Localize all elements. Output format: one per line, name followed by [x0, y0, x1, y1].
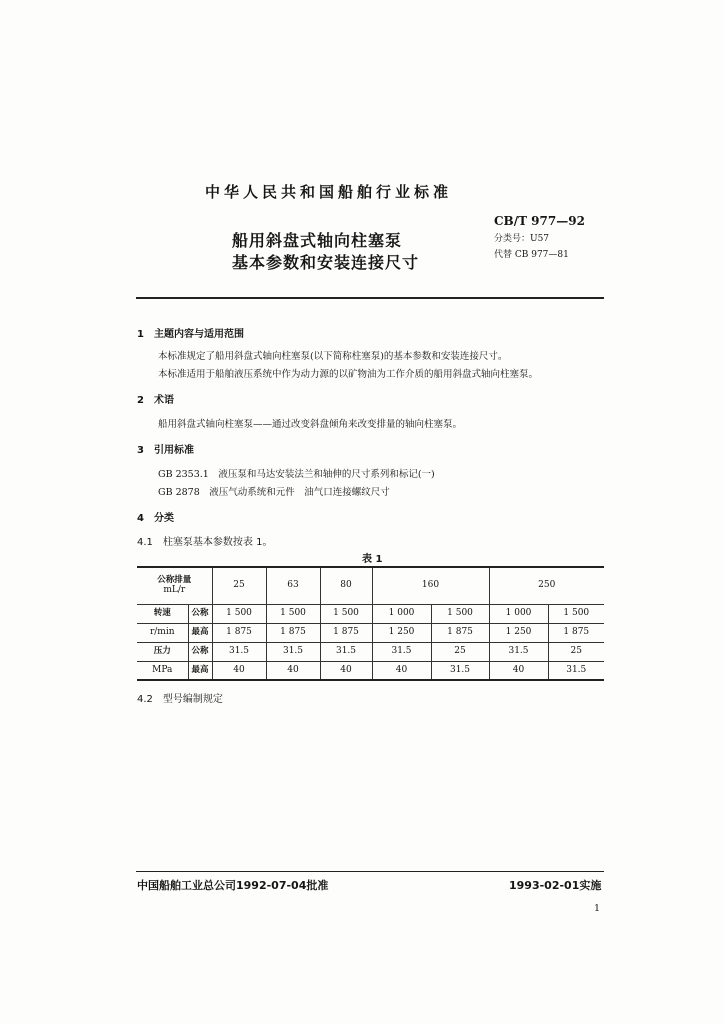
- speed-nominal-label: 公称: [188, 604, 212, 623]
- footer-rule: [136, 871, 604, 872]
- section-2-heading: 2 术语: [137, 395, 174, 406]
- standard-code: CB/T 977—92: [494, 214, 585, 228]
- displacement-unit: mL/r: [163, 585, 186, 596]
- section-4-heading: 4 分类: [137, 513, 174, 524]
- pressure-max-cell: 40: [320, 661, 372, 680]
- approval-note: 中国船舶工业总公司1992-07-04批准: [137, 879, 329, 892]
- displacement-cell: 80: [320, 567, 372, 604]
- speed-max-cell: 1 250: [372, 623, 431, 642]
- displacement-cell: 250: [489, 567, 604, 604]
- speed-max-cell: 1 875: [212, 623, 266, 642]
- standard-name: 中华人民共和国船舶行业标准: [205, 183, 453, 201]
- pressure-label: 压力: [137, 642, 188, 661]
- displacement-cell: 160: [372, 567, 489, 604]
- pressure-max-label: 最高: [188, 661, 212, 680]
- section-1-paragraph-2: 本标准适用于船舶液压系统中作为动力源的以矿物油为工作介质的船用斜盘式轴向柱塞泵。: [158, 369, 539, 380]
- section-4-1: 4.1 柱塞泵基本参数按表 1。: [137, 537, 273, 548]
- displacement-cell: 63: [266, 567, 320, 604]
- speed-max-label: 最高: [188, 623, 212, 642]
- speed-nominal-cell: 1 500: [266, 604, 320, 623]
- classification-number: 分类号：U57: [494, 234, 550, 244]
- speed-max-cell: 1 250: [489, 623, 548, 642]
- pressure-nominal-cell: 31.5: [212, 642, 266, 661]
- speed-nominal-cell: 1 500: [212, 604, 266, 623]
- pressure-nominal-cell: 25: [548, 642, 604, 661]
- speed-max-cell: 1 875: [548, 623, 604, 642]
- displacement-cell: 25: [212, 567, 266, 604]
- speed-max-cell: 1 875: [431, 623, 489, 642]
- document-title-line2: 基本参数和安装连接尺寸: [232, 253, 420, 272]
- page-number: 1: [594, 903, 601, 914]
- speed-nominal-cell: 1 500: [320, 604, 372, 623]
- reference-gb2353: GB 2353.1 液压泵和马达安装法兰和轴伸的尺寸系列和标记(一): [158, 469, 435, 480]
- section-1-paragraph-1: 本标准规定了船用斜盘式轴向柱塞泵(以下简称柱塞泵)的基本参数和安装连接尺寸。: [158, 351, 508, 362]
- pressure-max-cell: 31.5: [431, 661, 489, 680]
- displacement-label: 公称排量: [157, 575, 192, 586]
- speed-label: 转速: [137, 604, 188, 623]
- displacement-header-cell: [137, 567, 212, 604]
- table-caption: 表 1: [362, 554, 383, 565]
- pressure-max-cell: 40: [266, 661, 320, 680]
- pressure-max-cell: 40: [212, 661, 266, 680]
- reference-gb2878: GB 2878 液压气动系统和元件 油气口连接螺纹尺寸: [158, 487, 390, 498]
- pressure-unit: MPa: [137, 661, 188, 680]
- speed-max-cell: 1 875: [320, 623, 372, 642]
- pressure-max-cell: 40: [372, 661, 431, 680]
- speed-nominal-cell: 1 000: [489, 604, 548, 623]
- pressure-max-cell: 31.5: [548, 661, 604, 680]
- section-1-heading: 1 主题内容与适用范围: [137, 329, 244, 340]
- header-rule: [136, 297, 604, 299]
- effective-date: 1993-02-01实施: [509, 879, 602, 892]
- speed-nominal-cell: 1 500: [431, 604, 489, 623]
- speed-nominal-cell: 1 500: [548, 604, 604, 623]
- speed-nominal-cell: 1 000: [372, 604, 431, 623]
- pressure-nominal-cell: 25: [431, 642, 489, 661]
- section-3-heading: 3 引用标准: [137, 445, 194, 456]
- pressure-nominal-cell: 31.5: [372, 642, 431, 661]
- pressure-max-cell: 40: [489, 661, 548, 680]
- pressure-nominal-cell: 31.5: [266, 642, 320, 661]
- section-4-2: 4.2 型号编制规定: [137, 694, 223, 705]
- section-2-paragraph: 船用斜盘式轴向柱塞泵——通过改变斜盘倾角来改变排量的轴向柱塞泵。: [158, 419, 463, 430]
- pressure-nominal-cell: 31.5: [489, 642, 548, 661]
- speed-unit: r/min: [137, 623, 188, 642]
- parameter-table: [137, 566, 604, 681]
- speed-max-cell: 1 875: [266, 623, 320, 642]
- pressure-nominal-cell: 31.5: [320, 642, 372, 661]
- replaces-standard: 代替 CB 977—81: [494, 250, 569, 260]
- document-title-line1: 船用斜盘式轴向柱塞泵: [232, 231, 403, 250]
- pressure-nominal-label: 公称: [188, 642, 212, 661]
